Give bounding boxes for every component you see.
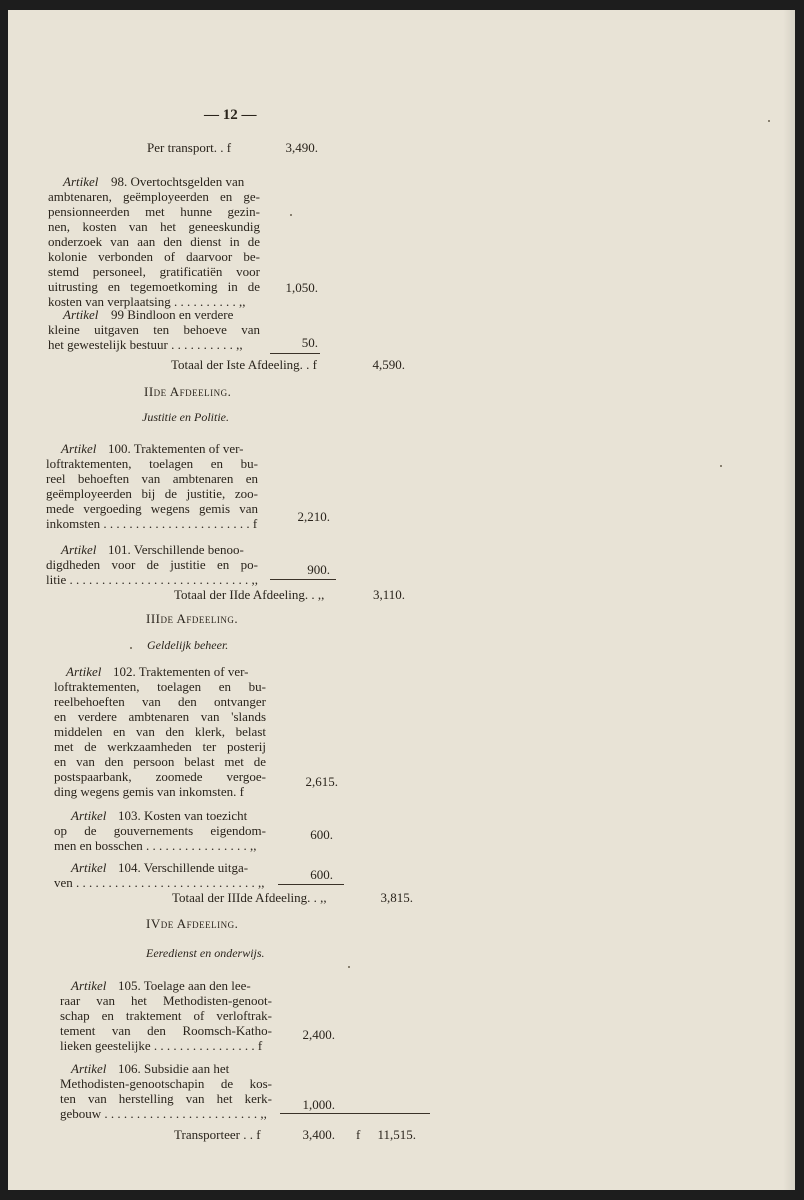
per-transport-label: Per transport. . f bbox=[147, 140, 232, 155]
per-transport-amount: 3,490. bbox=[285, 140, 318, 155]
article-102-line: 102. Traktementen of ver- bbox=[113, 664, 249, 679]
article-99-amount: 50. bbox=[301, 335, 318, 350]
article-104-line: 104. Verschillende uitga- bbox=[118, 860, 249, 875]
transporteer-amount: 3,400. bbox=[302, 1127, 335, 1142]
article-102-line: ding wegens gemis van inkomsten. f bbox=[54, 784, 244, 799]
subtotal-rule bbox=[270, 579, 336, 580]
article-105-line: lieken geestelijke . . . . . . . . . . . . . . . . f bbox=[60, 1038, 263, 1053]
article-99-title: Artikel bbox=[63, 307, 99, 322]
article-105-title: Artikel bbox=[71, 978, 107, 993]
article-100-line: mede vergoeding wegens gemis van bbox=[46, 501, 258, 516]
article-98-amount: 1,050. bbox=[285, 280, 318, 295]
article-98-title: Artikel bbox=[63, 174, 99, 189]
article-99-line: kleine uitgaven ten behoeve van bbox=[48, 322, 260, 337]
article-98-line: 98. Overtochtsgelden van bbox=[111, 174, 245, 189]
total-afdeeling-1-label: Totaal der Iste Afdeeling. . f bbox=[171, 357, 318, 372]
article-102-line: en van den persoon belast met de bbox=[54, 754, 266, 769]
paper-speck bbox=[768, 120, 770, 122]
article-104-line: ven . . . . . . . . . . . . . . . . . . . . . . . . . . . . ,, bbox=[54, 875, 265, 890]
article-103-line: men en bosschen . . . . . . . . . . . . . . . . ,, bbox=[54, 838, 257, 853]
article-98-line: pensionneerden met hunne gezin- bbox=[48, 204, 260, 219]
document-page bbox=[8, 10, 795, 1190]
article-106-line: Methodisten-genootschapin de kos- bbox=[60, 1076, 272, 1091]
article-105-line: raar van het Methodisten-genoot- bbox=[60, 993, 272, 1008]
article-102-line: loftraktementen, toelagen en bu- bbox=[54, 679, 266, 694]
article-98-line: ambtenaren, geëmployeerden en ge- bbox=[48, 189, 260, 204]
total-afdeeling-2-amount: 3,110. bbox=[372, 587, 405, 602]
page-edge-shadow bbox=[783, 10, 795, 1190]
article-103-amount: 600. bbox=[310, 827, 333, 842]
transporteer-currency: f bbox=[356, 1127, 361, 1142]
article-100-line: loftraktementen, toelagen en bu- bbox=[46, 456, 258, 471]
total-afdeeling-3-amount: 3,815. bbox=[380, 890, 413, 905]
article-105-line: 105. Toelage aan den lee- bbox=[118, 978, 251, 993]
article-102-line: met de werkzaamheden ter posterij bbox=[54, 739, 266, 754]
article-101-line: litie . . . . . . . . . . . . . . . . . . . . . . . . . . . . ,, bbox=[46, 572, 258, 587]
article-106-line: ten van herstelling van het kerk- bbox=[60, 1091, 272, 1106]
article-100-line: inkomsten . . . . . . . . . . . . . . . . . . . . . . . f bbox=[46, 516, 258, 531]
article-102-line: en verdere ambtenaren van 'slands bbox=[54, 709, 266, 724]
article-101-title: Artikel bbox=[61, 542, 97, 557]
article-98-line: stemd personeel, gratificatiën voor bbox=[48, 264, 260, 279]
paper-speck bbox=[290, 214, 292, 216]
article-105-amount: 2,400. bbox=[302, 1027, 335, 1042]
article-106-title: Artikel bbox=[71, 1061, 107, 1076]
article-98-line: nen, kosten van het geneeskundig bbox=[48, 219, 260, 234]
afdeeling-4-heading: IVde Afdeeling. bbox=[146, 916, 239, 931]
article-98-line: onderzoek van aan den dienst in de bbox=[48, 234, 260, 249]
article-106-amount: 1,000. bbox=[302, 1097, 335, 1112]
article-101-line: digdheden voor de justitie en po- bbox=[46, 557, 258, 572]
article-102-title: Artikel bbox=[66, 664, 102, 679]
article-106-line: 106. Subsidie aan het bbox=[118, 1061, 230, 1076]
article-103-line: 103. Kosten van toezicht bbox=[118, 808, 248, 823]
article-106-line: gebouw . . . . . . . . . . . . . . . . . . . . . . . . ,, bbox=[60, 1106, 267, 1121]
page-number: — 12 — bbox=[204, 107, 257, 123]
article-99-line: het gewestelijk bestuur . . . . . . . . . . ,, bbox=[48, 337, 243, 352]
paper-speck bbox=[130, 647, 132, 649]
article-98-line: kosten van verplaatsing . . . . . . . . . . ,, bbox=[48, 294, 246, 309]
article-100-line: reel behoeften van ambtenaren en bbox=[46, 471, 258, 486]
article-103-line: op de gouvernements eigendom- bbox=[54, 823, 266, 838]
afdeeling-4-subheading: Eeredienst en onderwijs. bbox=[146, 946, 265, 960]
article-101-amount: 900. bbox=[307, 562, 330, 577]
article-104-amount: 600. bbox=[310, 867, 333, 882]
total-afdeeling-1-amount: 4,590. bbox=[372, 357, 405, 372]
afdeeling-3-heading: IIIde Afdeeling. bbox=[146, 611, 239, 626]
article-100-line: geëmployeerden bij de justitie, zoo- bbox=[46, 486, 258, 501]
article-105-line: tement van den Roomsch-Katho- bbox=[60, 1023, 272, 1038]
transporteer-total: 11,515. bbox=[377, 1127, 416, 1142]
subtotal-rule bbox=[270, 353, 320, 354]
article-101-line: 101. Verschillende benoo- bbox=[108, 542, 244, 557]
article-102-line: postspaarbank, zoomede vergoe- bbox=[54, 769, 266, 784]
article-102-line: reelbehoeften van den ontvanger bbox=[54, 694, 266, 709]
paper-speck bbox=[720, 465, 722, 467]
article-99-line: 99 Bindloon en verdere bbox=[111, 307, 234, 322]
article-102-line: middelen en van den klerk, belast bbox=[54, 724, 266, 739]
total-afdeeling-3-label: Totaal der IIIde Afdeeling. . ,, bbox=[172, 890, 327, 905]
paper-speck bbox=[348, 966, 350, 968]
article-98-line: kolonie verbonden of daarvoor be- bbox=[48, 249, 260, 264]
afdeeling-3-subheading: Geldelijk beheer. bbox=[147, 638, 229, 652]
article-100-title: Artikel bbox=[61, 441, 97, 456]
transporteer-label: Transporteer . . f bbox=[174, 1127, 261, 1142]
afdeeling-2-subheading: Justitie en Politie. bbox=[142, 410, 229, 424]
article-100-line: 100. Traktementen of ver- bbox=[108, 441, 244, 456]
total-afdeeling-2-label: Totaal der IIde Afdeeling. . ,, bbox=[174, 587, 325, 602]
article-98-line: uitrusting en tegemoetkoming in de bbox=[48, 279, 260, 294]
subtotal-rule bbox=[278, 884, 344, 885]
afdeeling-2-heading: IIde Afdeeling. bbox=[144, 384, 232, 399]
article-103-title: Artikel bbox=[71, 808, 107, 823]
article-104-title: Artikel bbox=[71, 860, 107, 875]
article-102-amount: 2,615. bbox=[305, 774, 338, 789]
article-100-amount: 2,210. bbox=[297, 509, 330, 524]
article-105-line: schap en traktement of verloftrak- bbox=[60, 1008, 272, 1023]
transport-rule bbox=[280, 1113, 430, 1114]
